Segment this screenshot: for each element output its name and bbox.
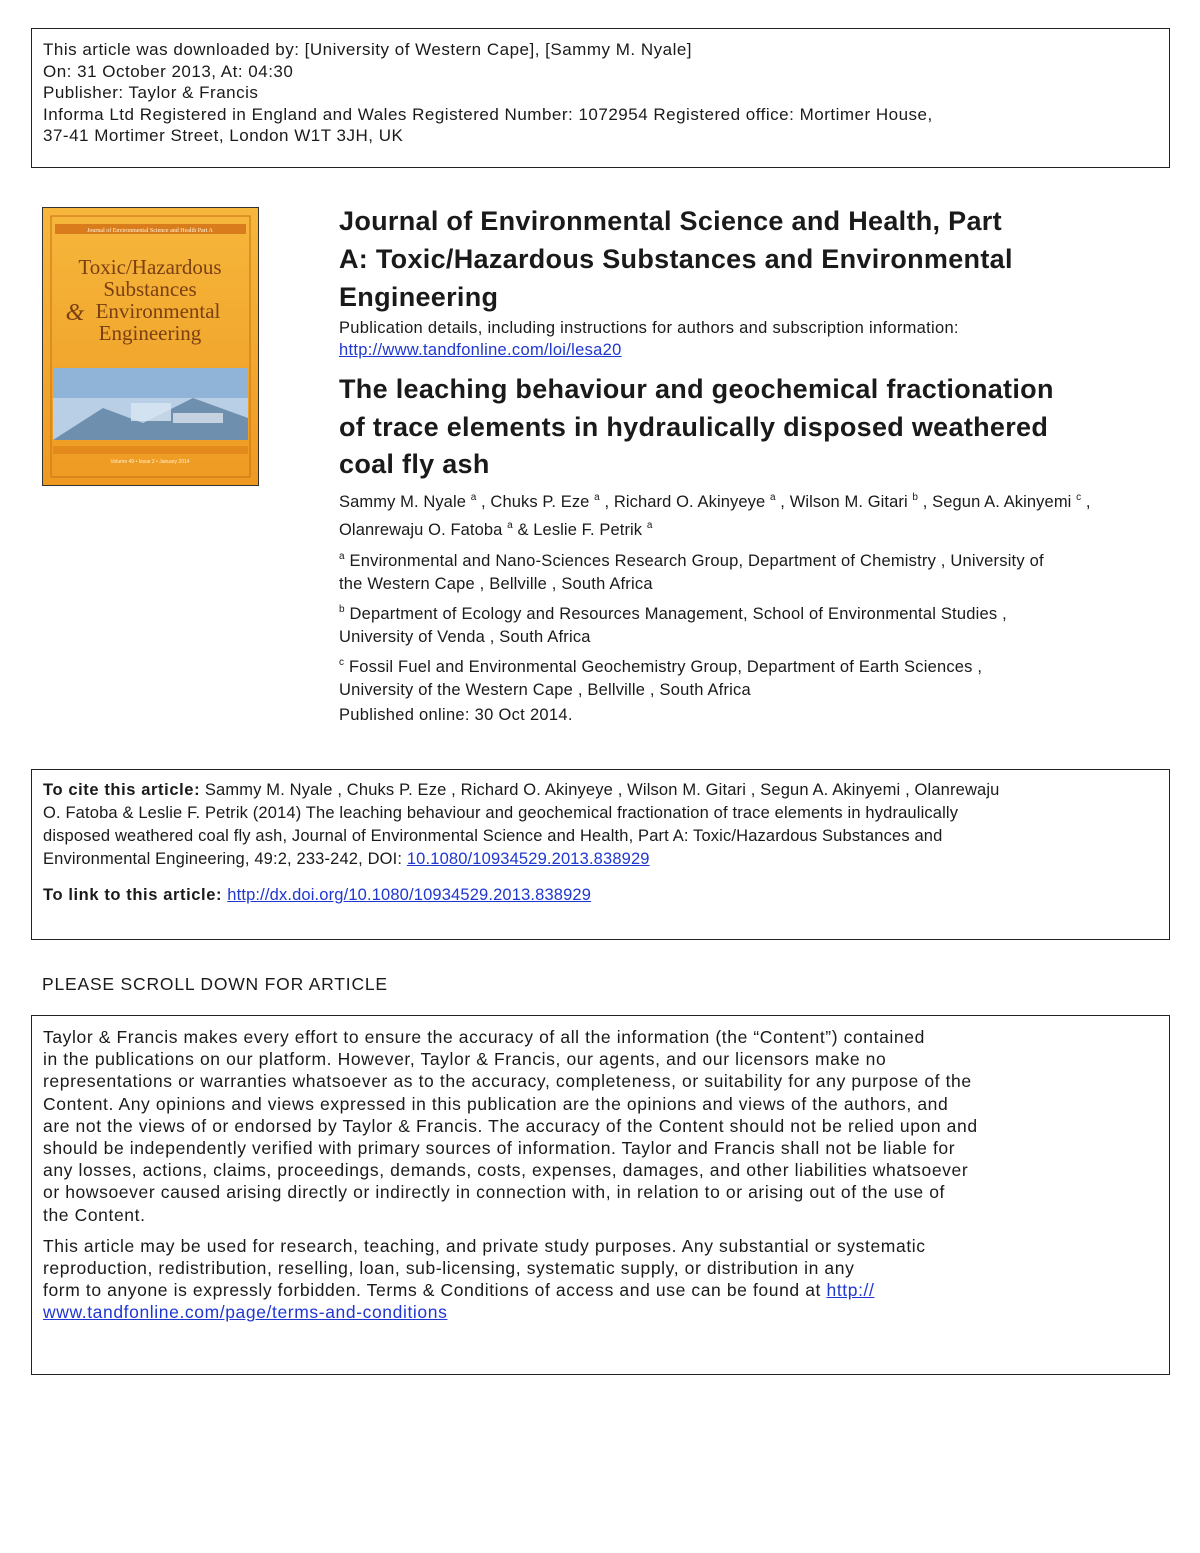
journal-url-link[interactable]: http://www.tandfonline.com/loi/lesa20 bbox=[339, 341, 622, 359]
affiliation: $^a$ Environmental and Nano-Sciences Research Group, Department of Chemistry , University of the Western Cape , Bellville , South Africa bbox=[339, 550, 1044, 593]
affiliation: $^c$ Fossil Fuel and Environmental Geochemistry Group, Department of Earth Sciences , University of the Western Cape , Bellville , South Africa bbox=[339, 656, 983, 699]
article-doi-url-link[interactable]: http://dx.doi.org/10.1080/10934529.2013.838929 bbox=[227, 886, 592, 904]
author: Segun A. Akinyemi $^c$ , bbox=[932, 491, 1091, 511]
publication-details bbox=[339, 317, 1179, 361]
author-list bbox=[339, 488, 1179, 544]
author: Chuks P. Eze $^a$ , bbox=[490, 491, 614, 511]
cite-label: To cite this article: bbox=[43, 781, 201, 799]
author: Sammy M. Nyale $^a$ , bbox=[339, 491, 491, 511]
citation-text: To cite this article: Sammy M. Nyale , Chuks P. Eze , Richard O. Akinyeye , Wilson M. Gitari , Segun A. Akinyemi , Olanrewaju O. Fatoba & Leslie F. Petrik (2014) The leaching behaviour and geochemical fractionation of trace elements in hydraulically disposed weathered coal fly ash, Journal of Environmental Science and Health, Part A: Toxic/Hazardous Substances and Environmental Engineering, 49:2, 233-242, DOI: 10.1080/10934529.2013.838929 bbox=[43, 781, 1000, 868]
published-online-date: Published online: 30 Oct 2014. bbox=[339, 705, 573, 724]
journal-title-line: A: Toxic/Hazardous Substances and Environmental bbox=[339, 244, 1013, 274]
journal-title-line: Engineering bbox=[339, 282, 499, 312]
article-title-line: The leaching behaviour and geochemical fractionation bbox=[339, 374, 1054, 404]
download-line: On: 31 October 2013, At: 04:30 bbox=[43, 61, 294, 81]
svg-text:Journal of Environmental Scien: Journal of Environmental Science and Health Part A bbox=[87, 228, 213, 234]
terms-link[interactable]: http:// www.tandfonline.com/page/terms-and-conditions bbox=[43, 1280, 875, 1323]
download-line: 37-41 Mortimer Street, London W1T 3JH, UK bbox=[43, 126, 404, 145]
scroll-down-note: PLEASE SCROLL DOWN FOR ARTICLE bbox=[42, 974, 388, 994]
author: Olanrewaju O. Fatoba $^a$ & bbox=[339, 519, 534, 539]
svg-text:&: & bbox=[65, 300, 85, 326]
disclaimer-paragraph: Taylor & Francis makes every effort to ensure the accuracy of all the information (the “Content”) contained in the publications on our platform. However, Taylor & Francis, our agents, and our licensors make no representations or warranties whatsoever as to the accuracy, completeness, or suitability for any purpose of the Content. Any opinions and views expressed in this publication are the opinions and views of the authors, and are not the views of or endorsed by Taylor & Francis. The accuracy of the Content should not be relied upon and should be independently verified with primary sources of information. Taylor and Francis shall not be liable for any losses, actions, claims, proceedings, demands, costs, expenses, damages, and other liabilities whatsoever or howsoever caused arising directly or indirectly in connection with, in relation to or arising out of the use of the Content. bbox=[43, 1027, 978, 1225]
cover-illustration bbox=[43, 208, 258, 485]
download-line: This article was downloaded by: [University of Western Cape], [Sammy M. Nyale] bbox=[43, 40, 693, 59]
disclaimer-box bbox=[31, 1015, 1170, 1375]
journal-cover-image bbox=[42, 207, 259, 486]
affiliation: $^b$ Department of Ecology and Resources Management, School of Environmental Studies , University of Venda , South Africa bbox=[339, 603, 1007, 646]
doi-link[interactable]: 10.1080/10934529.2013.838929 bbox=[406, 850, 650, 868]
journal-title bbox=[339, 202, 1179, 316]
cover-title-line: Toxic/Hazardous bbox=[78, 255, 222, 279]
article-title-line: of trace elements in hydraulically disposed weathered bbox=[339, 411, 1049, 442]
article-link-line bbox=[43, 884, 1158, 907]
download-line: Informa Ltd Registered in England and Wales Registered Number: 1072954 Registered office: Mortimer House, bbox=[43, 104, 933, 124]
cover-title-line: Substances bbox=[103, 277, 197, 301]
journal-title-line: Journal of Environmental Science and Health, Part bbox=[339, 206, 1002, 236]
citation-box bbox=[31, 769, 1170, 940]
svg-text:Volume 49 • Issue 2 • January: Volume 49 • Issue 2 • January 2014 bbox=[110, 459, 190, 465]
author: Leslie F. Petrik $^a$ bbox=[533, 519, 653, 539]
publication-details-text: Publication details, including instructions for authors and subscription information: bbox=[339, 319, 959, 337]
author: Wilson M. Gitari $^b$ , bbox=[789, 491, 933, 511]
usage-paragraph: This article may be used for research, teaching, and private study purposes. Any substantial or systematic reproduction, redistribution, reselling, loan, sub-licensing, systematic supply, or distribution in any form to anyone is expressly forbidden. Terms & Conditions of access and use can be found at http:// www.tandfonline.com/page/terms-and-conditions bbox=[43, 1235, 926, 1323]
cover-title-line: Environmental bbox=[95, 299, 221, 323]
article-title-line: coal fly ash bbox=[339, 449, 490, 479]
link-label: To link to this article: bbox=[43, 886, 228, 904]
author: Richard O. Akinyeye $^a$ , bbox=[613, 491, 790, 511]
download-info-box bbox=[31, 28, 1170, 168]
header-right-column bbox=[339, 202, 1179, 726]
article-title bbox=[339, 371, 1179, 484]
cover-title-line: Engineering bbox=[98, 321, 202, 345]
download-line: Publisher: Taylor & Francis bbox=[43, 83, 259, 102]
